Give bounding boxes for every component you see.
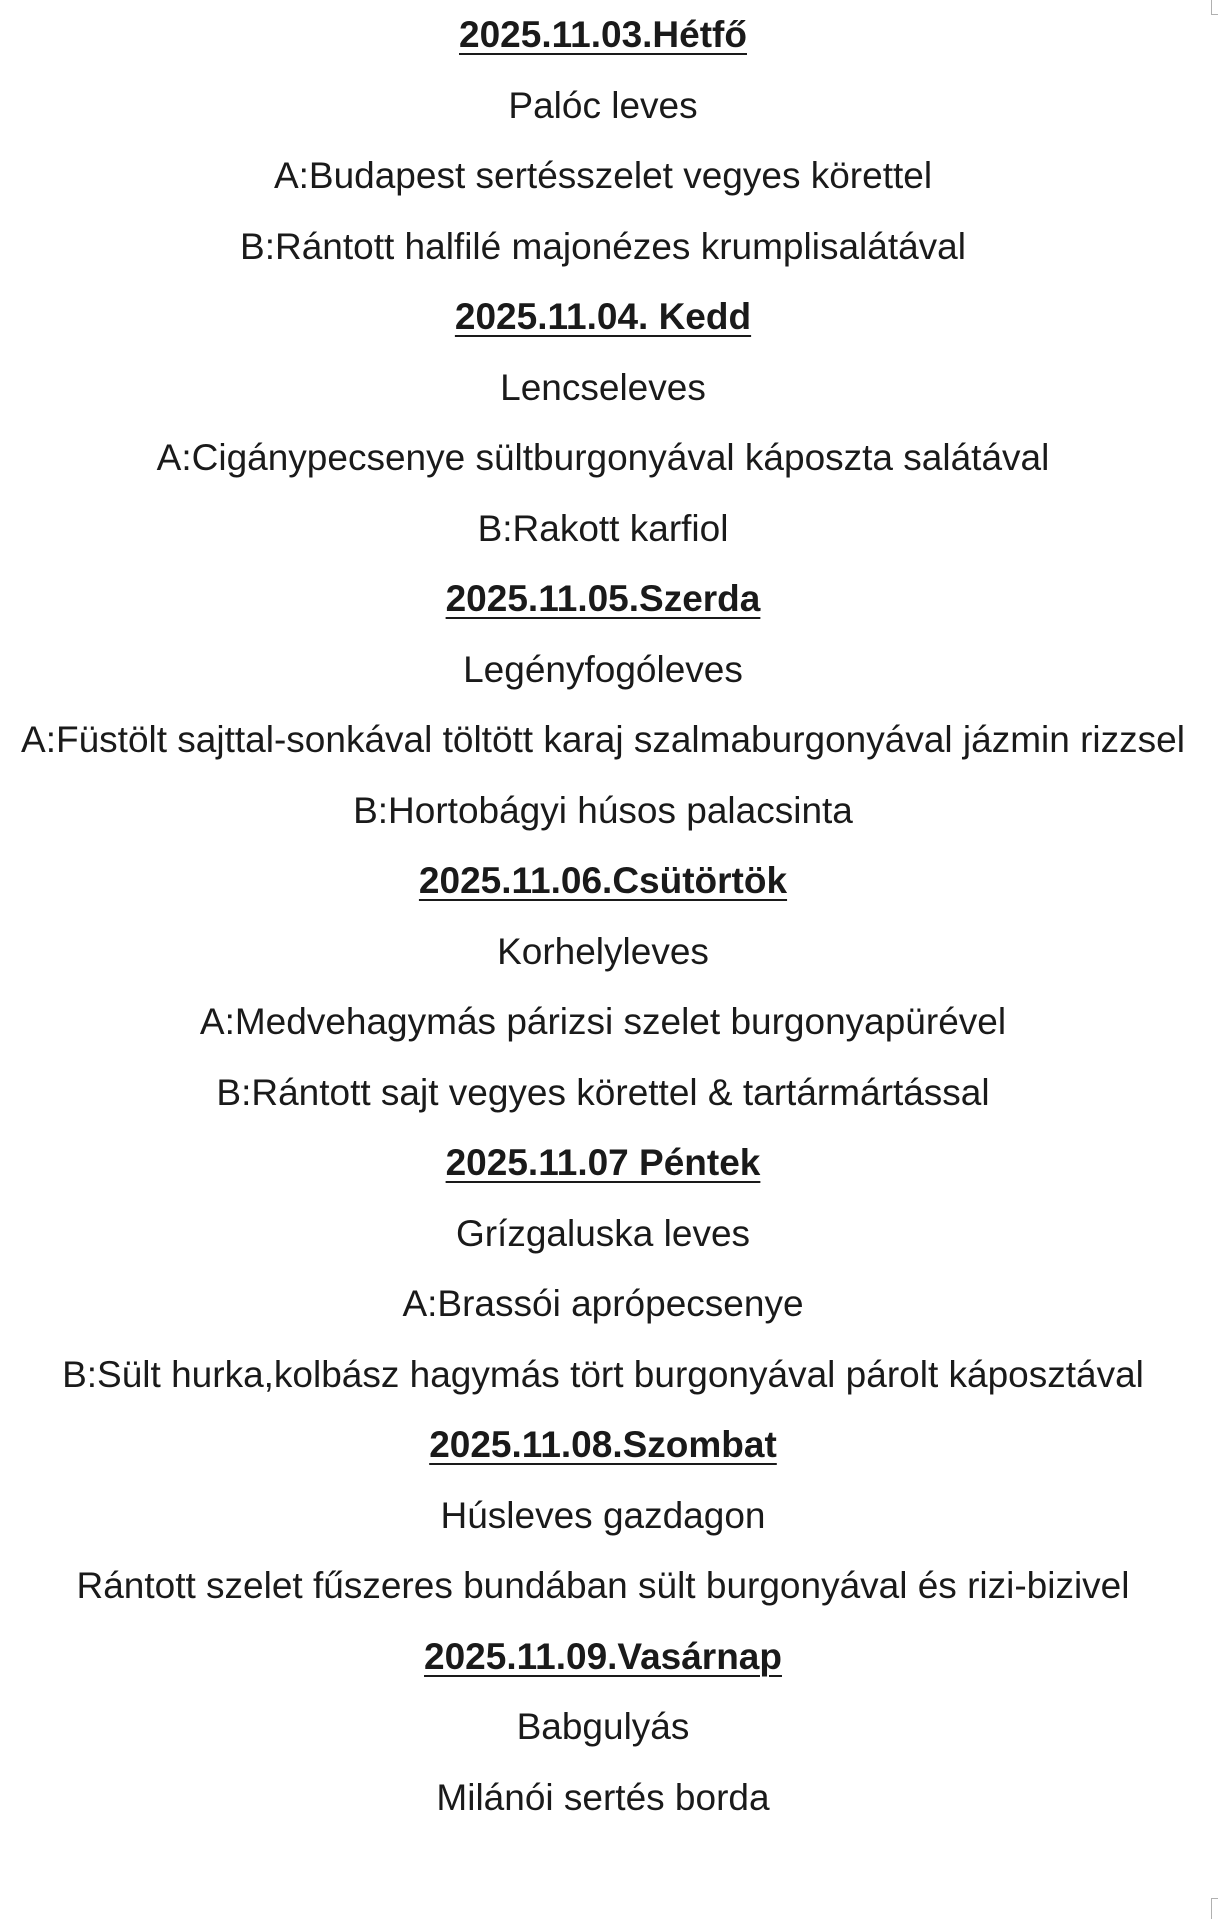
soup: Babgulyás [516, 1706, 690, 1747]
main-dish-b: B:Rántott halfilé majonézes krumplisalátával [240, 225, 966, 267]
day-heading: 2025.11.03.Hétfő [459, 14, 747, 55]
soup: Lencseleves [500, 366, 706, 408]
day-wednesday [0, 564, 1206, 846]
day-heading: 2025.11.06.Csütörtök [418, 860, 788, 901]
day-heading: 2025.11.04. Kedd [454, 296, 752, 337]
day-saturday [0, 1410, 1206, 1622]
soup: Húsleves gazdagon [440, 1494, 766, 1536]
main-dish-b: B:Rántott sajt vegyes körettel & tartármártással [216, 1071, 990, 1113]
main-dish-a: A:Cigánypecsenye sültburgonyával káposzta salátával [156, 437, 1050, 478]
day-tuesday [0, 282, 1206, 564]
soup: Korhelyleves [497, 930, 709, 972]
main-dish-a: A:Medvehagymás párizsi szelet burgonyapürével [199, 1001, 1007, 1042]
day-heading: 2025.11.08.Szombat [429, 1424, 777, 1465]
day-heading: 2025.11.05.Szerda [445, 578, 761, 619]
main-dish-b: B:Sült hurka,kolbász hagymás tört burgonyával párolt káposztával [62, 1353, 1144, 1395]
main-dish-a: A:Budapest sertésszelet vegyes körettel [273, 155, 933, 196]
main-dish-a: A:Füstölt sajttal-sonkával töltött karaj szalmaburgonyával jázmin rizzsel [21, 719, 1185, 760]
main-dish: Rántott szelet fűszeres bundában sült burgonyával és rizi-bizivel [76, 1565, 1130, 1606]
day-friday [0, 1128, 1206, 1410]
main-dish: Milánói sertés borda [436, 1776, 770, 1818]
page-corner-mark-bottom [1211, 1898, 1218, 1919]
main-dish-b: B:Hortobágyi húsos palacsinta [353, 789, 853, 831]
soup: Legényfogóleves [463, 648, 743, 690]
soup: Grízgaluska leves [455, 1212, 751, 1254]
day-heading: 2025.11.07 Péntek [445, 1142, 761, 1183]
main-dish-a: A:Brassói aprópecsenye [402, 1283, 804, 1324]
day-thursday [0, 846, 1206, 1128]
day-heading: 2025.11.09.Vasárnap [424, 1635, 782, 1677]
main-dish-b: B:Rakott karfiol [477, 507, 729, 549]
day-sunday [0, 1622, 1206, 1834]
soup: Palóc leves [508, 84, 698, 126]
page-corner-mark-top [1211, 0, 1218, 15]
day-monday [0, 0, 1206, 282]
